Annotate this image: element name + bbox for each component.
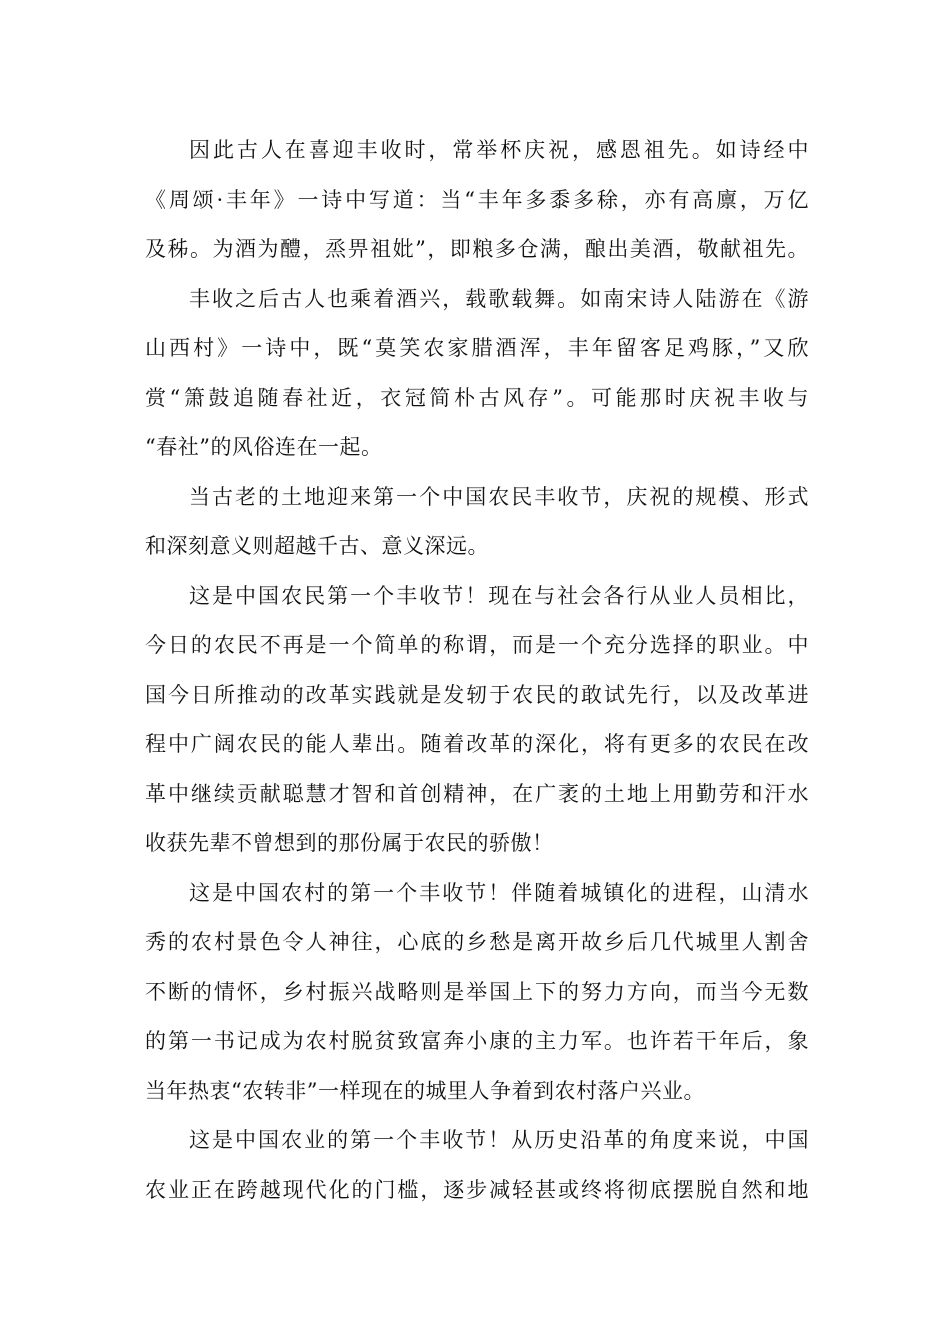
text-line: 秀的农村景色令人神往，心底的乡愁是离开故乡后几代城里人割舍 — [145, 930, 809, 954]
text-line: 山西村》一诗中，既“莫笑农家腊酒浑，丰年留客足鸡豚，”又欣 — [145, 336, 809, 360]
text-line: 这是中国农村的第一个丰收节！伴随着城镇化的进程，山清水 — [189, 880, 809, 905]
text-line: 及秭。为酒为醴，烝畀祖妣”，即粮多仓满，酿出美酒，敬献祖先。 — [145, 237, 809, 261]
text-line: “春社”的风俗连在一起。 — [145, 435, 383, 459]
text-line: 丰收之后古人也乘着酒兴，载歌载舞。如南宋诗人陆游在《游 — [189, 286, 809, 311]
text-line: 这是中国农业的第一个丰收节！从历史沿革的角度来说，中国 — [189, 1128, 809, 1152]
text-line: 革中继续贡献聪慧才智和首创精神，在广袤的土地上用勤劳和汗水 — [145, 781, 809, 806]
text-line: 不断的情怀，乡村振兴战略则是举国上下的努力方向，而当今无数 — [145, 979, 809, 1004]
paragraph — [145, 473, 809, 572]
text-line: 《周颂·丰年》一诗中写道：当“丰年多黍多稌，亦有高廪，万亿 — [145, 187, 809, 212]
text-line: 农业正在跨越现代化的门槛，逐步减轻甚或终将彻底摆脱自然和地 — [145, 1177, 809, 1202]
paragraph — [145, 275, 809, 473]
document-body — [145, 126, 809, 1215]
text-line: 的第一书记成为农村脱贫致富奔小康的主力军。也许若干年后，象 — [145, 1029, 809, 1053]
text-line: 和深刻意义则超越千古、意义深远。 — [145, 534, 489, 558]
text-line: 这是中国农民第一个丰收节！现在与社会各行从业人员相比， — [189, 583, 809, 608]
text-line: 当年热衷“农转非”一样现在的城里人争着到农村落户兴业。 — [145, 1078, 705, 1103]
paragraph — [145, 869, 809, 1117]
text-line: 程中广阔农民的能人辈出。随着改革的深化，将有更多的农民在改 — [145, 732, 809, 756]
text-line: 国今日所推动的改革实践就是发轫于农民的敢试先行，以及改革进 — [145, 682, 809, 707]
paragraph — [145, 572, 809, 869]
text-line: 因此古人在喜迎丰收时，常举杯庆祝，感恩祖先。如诗经中 — [189, 138, 809, 162]
paragraph — [145, 126, 809, 275]
text-line: 当古老的土地迎来第一个中国农民丰收节，庆祝的规模、形式 — [189, 484, 809, 509]
text-line: 赏“箫鼓追随春社近，衣冠简朴古风存”。可能那时庆祝丰收与 — [145, 385, 809, 410]
text-line: 今日的农民不再是一个简单的称谓，而是一个充分选择的职业。中 — [145, 633, 809, 657]
text-line: 收获先辈不曾想到的那份属于农民的骄傲！ — [145, 831, 554, 855]
paragraph — [145, 1116, 809, 1215]
